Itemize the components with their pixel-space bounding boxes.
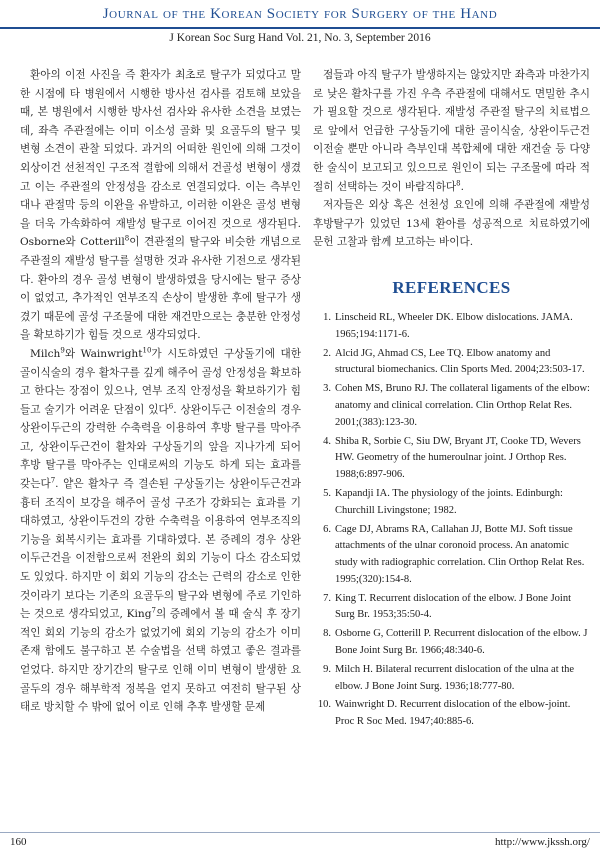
paragraph xyxy=(20,66,301,345)
reference-number: 10. xyxy=(317,699,331,711)
reference-item xyxy=(313,626,590,660)
journal-citation: J Korean Soc Surg Hand Vol. 21, No. 3, September 2016 xyxy=(169,32,431,44)
reference-number: 1. xyxy=(323,311,331,323)
reference-number: 2. xyxy=(323,347,331,359)
text-run: . 얕은 활차구 즉 결손된 구상돌기는 상완이두근건과 흉터 조직이 보강을 해주어 골성 구조가 강화되는 효과를 기대하였고, 상완이두건의 강한 수축력을 이용하여 연부조직의 기능을 회복시키는 효과를 기대하였다. 본 증례의 경우 상완이두근건을 이전함으로써 전완의 회외 기능이 다소 감소되었도 있었다. 하지만 이 회외 기능의 감소는 근력의 감소로 인한 것이라기 보다는 기존의 요골두의 탈구와 변형에 주로 기인하는 것으로 생각되었고, King xyxy=(20,478,301,621)
journal-title: Journal of the Korean Society for Surgery of the Hand xyxy=(102,6,498,22)
text-run: 이 견관절의 탈구와 비슷한 개념으로 주관절의 재발성 탈구를 설명한 것과 유사한 기전으로 생각된다. 환아의 경우 골성 변형이 발생하였을 당시에는 탈구 증상이 없었고, 추가적인 연부조직 손상이 발생한 후에 탈구가 생겼기 때문에 골성 구조물에 대한 재건만으로는 충분한 안정성을 확보하기가 힘들 것으로 생각되었다. xyxy=(20,236,301,342)
reference-number: 6. xyxy=(323,523,331,535)
reference-item xyxy=(313,662,590,696)
references-list xyxy=(313,310,590,731)
reference-number: 5. xyxy=(323,487,331,499)
journal-url: http://www.jkssh.org/ xyxy=(494,836,590,848)
text-run: 가 시도하였던 구상돌기에 대한 골이식술의 경우 활차구를 깊게 해주어 골성 안정성을 확보하고 한다는 장점이 있으나, 연부 조직 안정성을 확보하기가 힘들고 술기가 어려운 단점이 있다 xyxy=(20,347,301,416)
citation-ref: 10 xyxy=(142,346,152,355)
reference-text: King T. Recurrent dislocation of the elbow. J Bone Joint Surg Br. 1953;35:50-4. xyxy=(335,592,572,621)
reference-text: Cohen MS, Bruno RJ. The collateral ligaments of the elbow: anatomy and clinical correlation. Clin Orthop Relat Res. 2001;(383):123-30. xyxy=(335,383,590,428)
reference-text: Milch H. Bilateral recurrent dislocation of the ulna at the elbow. J Bone Joint Surg. 1936;18:777-80. xyxy=(335,663,575,692)
text-run: . xyxy=(460,180,464,193)
text-run: . 상완이두근 이전술의 경우 상완이두근의 강력한 수축력을 이용하여 후방 탈구를 막아주고, 상완이두근건이 활차와 구상돌기의 앞을 지나가게 되어 후방 탈구를 막아주는 인대로써의 기능도 하게 되는 효과를 갖는다 xyxy=(20,403,301,491)
header-divider xyxy=(0,27,600,29)
citation-ref: 7 xyxy=(151,606,156,615)
reference-item xyxy=(313,591,590,625)
reference-text: Osborne G, Cotterill P. Recurrent dislocation of the elbow. J Bone Joint Surg Br. 1966;48:340-6. xyxy=(335,628,588,657)
left-column xyxy=(20,66,301,717)
page-number: 160 xyxy=(10,836,27,848)
reference-number: 7. xyxy=(323,592,331,604)
citation-ref: 8 xyxy=(124,234,130,243)
reference-item xyxy=(313,486,590,520)
reference-item xyxy=(313,434,590,484)
reference-number: 9. xyxy=(323,663,331,675)
paragraph xyxy=(313,196,590,252)
reference-text: Shiba R, Sorbie C, Siu DW, Bryant JT, Cooke TD, Wevers HW. Geometry of the humeroulnar joint. J Orthop Res. 1988;6:897-906. xyxy=(335,435,581,481)
text-run: Milch xyxy=(30,347,61,360)
reference-text: Cage DJ, Abrams RA, Callahan JJ, Botte MJ. Soft tissue attachments of the ulnar coronoid process. An anatomic study with radiographic correlation. Clin Orthop Relat Res. 1995;(320):154-8. xyxy=(335,523,585,585)
reference-item xyxy=(313,522,590,589)
reference-text: Kapandji IA. The physiology of the joints. Edinburgh: Churchill Livingstone; 1982. xyxy=(335,487,563,516)
reference-text: Alcid JG, Ahmad CS, Lee TQ. Elbow anatomy and structural biomechanics. Clin Sports Med. 2004;23:503-17. xyxy=(335,347,585,376)
text-run: 와 Wainwright xyxy=(64,347,143,360)
text-run: 점들과 아직 탈구가 발생하지는 않았지만 좌측과 마찬가지로 낮은 활차구를 가진 우측 주관절에 대해서도 면밀한 추시가 필요할 것으로 생각된다. 재발성 주관절 탈구의 치료법으로 앞에서 언급한 구상돌기에 대한 골이식술, 상완이두근건 이전술 뿐만 아니라 측부인대 복합체에 대한 재건술 등 다양한 술식이 보고되고 있으므로 원인이 되는 구조물에 따라 적절히 선택하는 것이 바람직하다 xyxy=(313,69,590,193)
text-run: 저자들은 외상 혹은 선천성 요인에 의해 주관절에 재발성 후방탈구가 있었던 13세 환아를 성공적으로 치료하였기에 문헌 고찰과 함께 보고하는 바이다. xyxy=(313,199,590,249)
reference-number: 3. xyxy=(323,383,331,395)
reference-item xyxy=(313,381,590,431)
reference-text: Linscheid RL, Wheeler DK. Elbow dislocations. JAMA. 1965;194:1171-6. xyxy=(335,311,573,340)
footer-divider xyxy=(0,832,600,833)
reference-item xyxy=(313,346,590,380)
text-run: 의 증례에서 볼 때 술식 후 장기적인 회외 기능의 감소가 없었기에 회외 기능의 감소가 이미 존재 함에도 불구하고 본 수술법을 선택 하였고 좋은 결과를 얻었다. 하지만 장기간의 탈구로 인해 이미 변형이 발생한 요골두의 경우 해부학적 정복을 얻지 못하고 여전히 탈구된 상태로 방치할 수 밖에 없어 이로 인해 추후 발생할 문제 xyxy=(20,608,301,714)
references-heading: REFERENCES xyxy=(392,277,511,297)
reference-text: Wainwright D. Recurrent dislocation of the elbow-joint. Proc R Soc Med. 1947;40:885-6. xyxy=(335,699,571,728)
citation-ref: 6 xyxy=(168,402,174,411)
right-column xyxy=(313,66,590,733)
reference-number: 4. xyxy=(323,435,331,447)
reference-item xyxy=(313,310,590,344)
citation-ref: 8 xyxy=(456,179,461,188)
reference-number: 8. xyxy=(323,628,331,640)
reference-item xyxy=(313,697,590,731)
paragraph xyxy=(313,66,590,196)
paragraph xyxy=(20,345,301,717)
text-run: 환아의 이전 사진을 즉 환자가 최초로 탈구가 되었다고 말한 시점에 타 병원에서 시행한 방사선 검사를 검토해 보았을 때, 본 병원에서 시행한 방사선 검사와 유사한 소견을 보였는데, 좌측 주관절에는 이미 이소성 골화 및 요골두의 탈구 및 변형 소견이 관찰 되었다. 과거의 어떠한 원인에 의해 그것이 외상이건 선천적인 구조적 결함에 의해서 건골성 변형이 생겼고 이는 주관절의 안정성을 감소로 연결되었다. 이는 측부인대나 관절막 등의 이완을 유발하고, 이러한 이완은 골성 변형을 더욱 가속화하여 재발성 탈구로 이어진 것으로 생각된다. Osborne와 Cotterill xyxy=(20,69,301,249)
citation-ref: 9 xyxy=(60,346,65,355)
citation-ref: 7 xyxy=(50,476,56,485)
